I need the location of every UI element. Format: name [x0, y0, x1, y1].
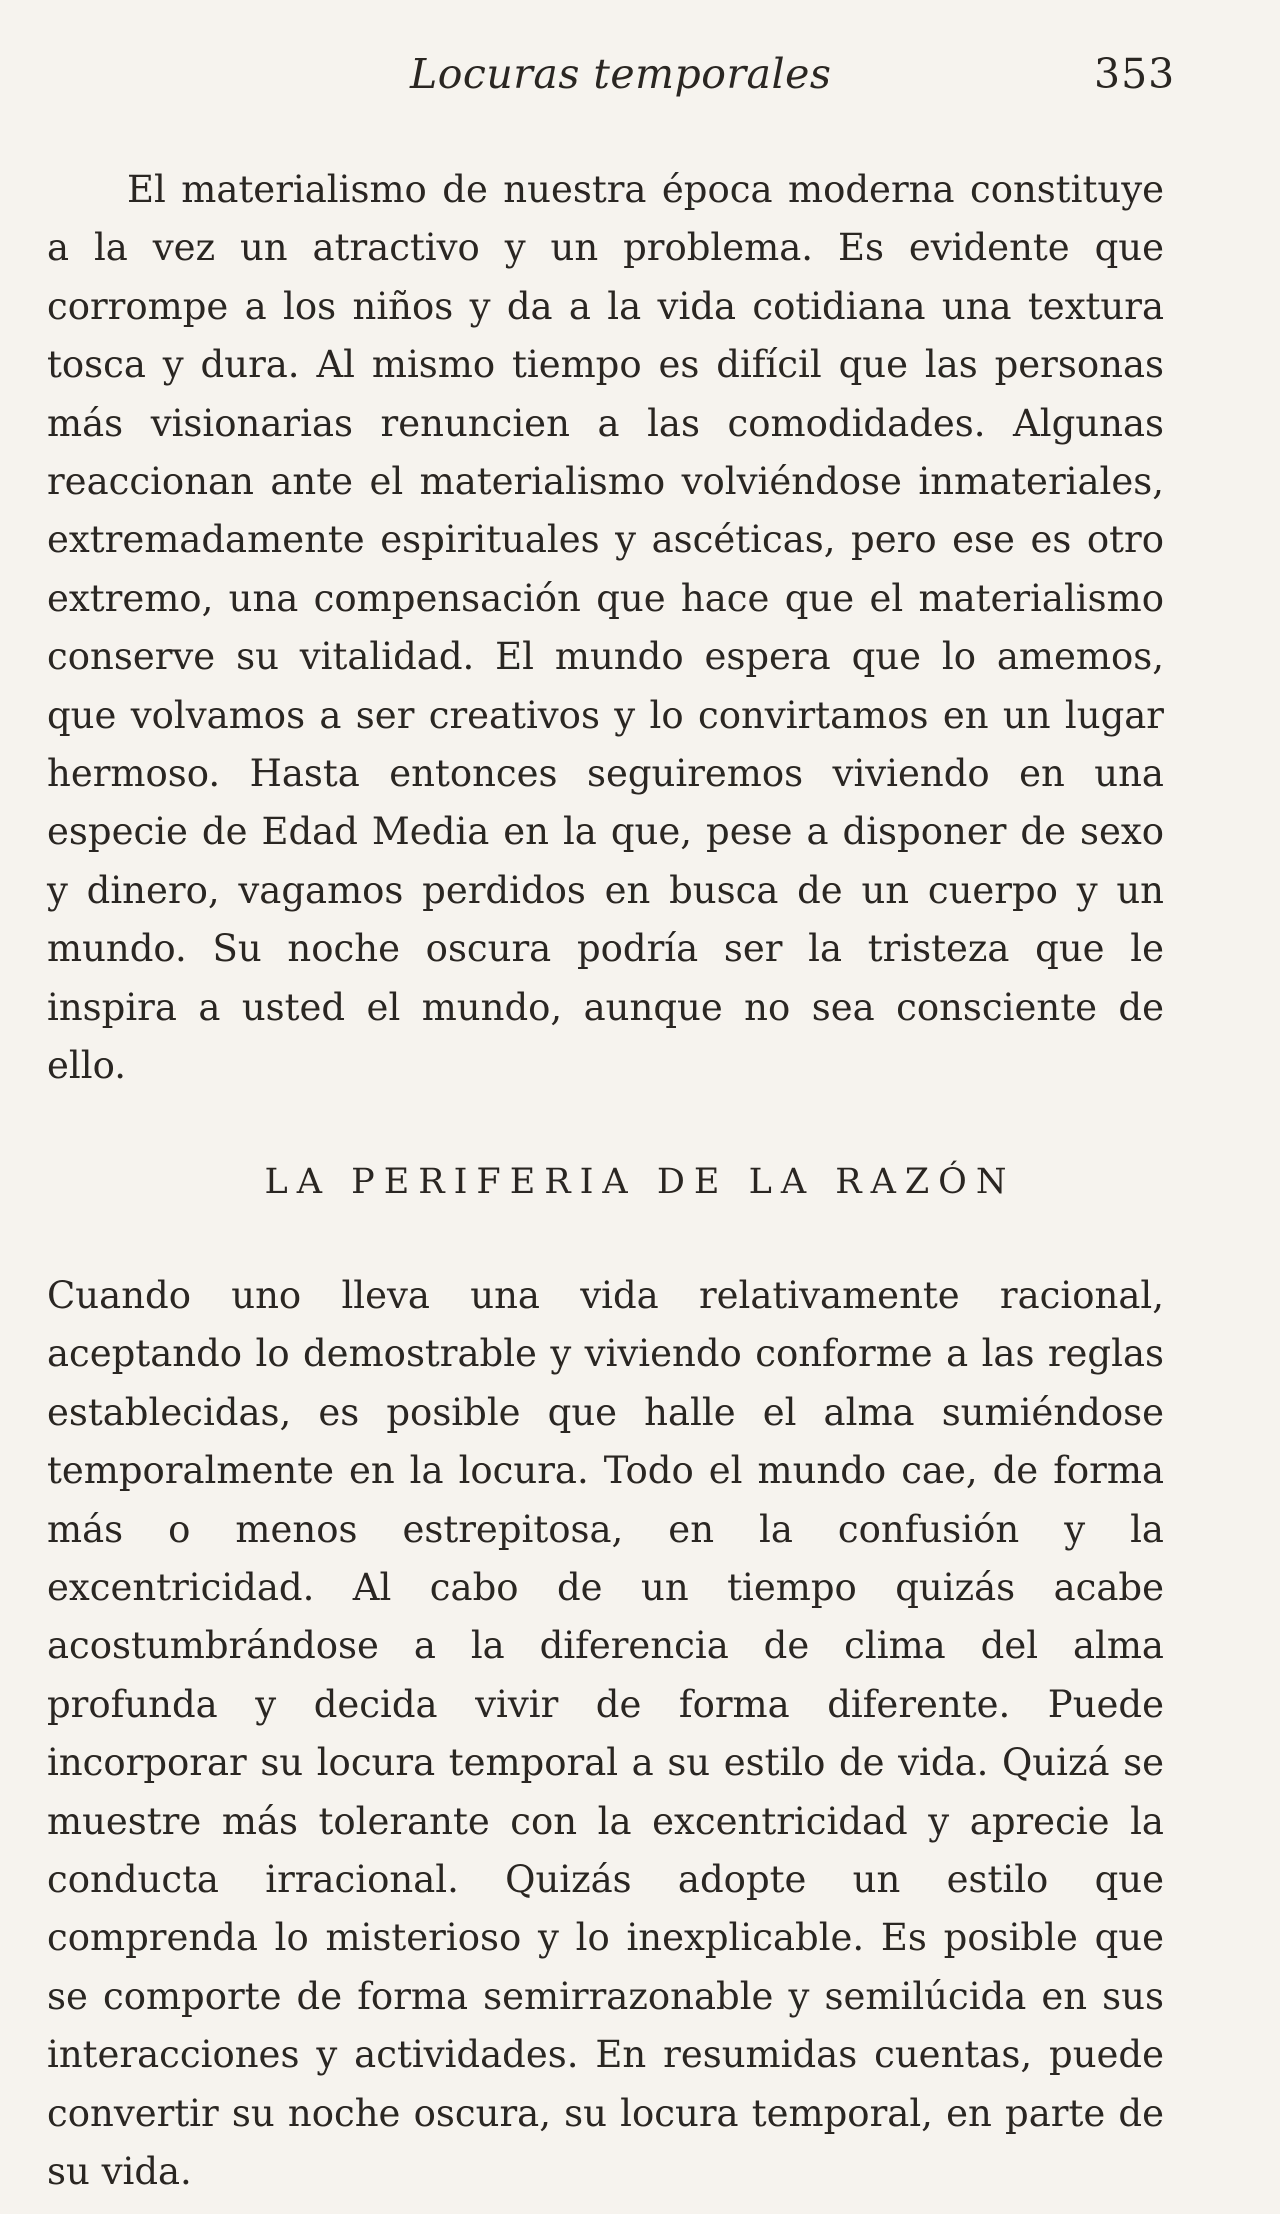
page-number: 353 [1094, 50, 1176, 98]
paragraph-materialism: El materialismo de nuestra época moderna constituye a la vez un atractivo y un problema. Es evidente que corrompe a los niños y da a la vida cotidiana una textura tosca y dura. Al mismo tiempo es difícil que las personas más visionarias renuncien a las comodidades. Algunas reaccionan ante el materialismo volviéndose inmateriales, extremadamente espirituales y ascéticas, pero ese es otro extremo, una compensación que hace que el materialismo conserve su vitalidad. El mundo espera que lo amemos, que volvamos a ser creativos y lo convirtamos en un lugar hermoso. Hasta entonces seguiremos viviendo en una especie de Edad Media en la que, pese a disponer de sexo y dinero, vagamos perdidos en busca de un cuerpo y un mundo. Su noche oscura podría ser la tristeza que le inspira a usted el mundo, aunque no sea consciente de ello. [47, 168, 1164, 1088]
running-header [0, 44, 1280, 104]
running-title: Locuras temporales [410, 50, 832, 98]
paragraph-reason: Cuando uno lleva una vida relativamente racional, aceptando lo demostrable y viviendo conforme a las reglas establecidas, es posible que halle el alma sumiéndose temporalmente en la locura. Todo el mundo cae, de forma más o menos estrepitosa, en la confusión y la excentricidad. Al cabo de un tiempo quizás acabe acostumbrándose a la diferencia de clima del alma profunda y decida vivir de forma diferente. Puede incorporar su locura temporal a su estilo de vida. Quizá se muestre más tolerante con la excentricidad y aprecie la conducta irracional. Quizás adopte un estilo que comprenda lo misterioso y lo inexplicable. Es posible que se comporte de forma semirrazonable y semilúcida en sus interacciones y actividades. En resumidas cuentas, puede convertir su noche oscura, su locura temporal, en parte de su vida. [47, 1274, 1164, 2194]
section-heading: LA PERIFERIA DE LA RAZÓN [264, 1162, 1016, 1202]
